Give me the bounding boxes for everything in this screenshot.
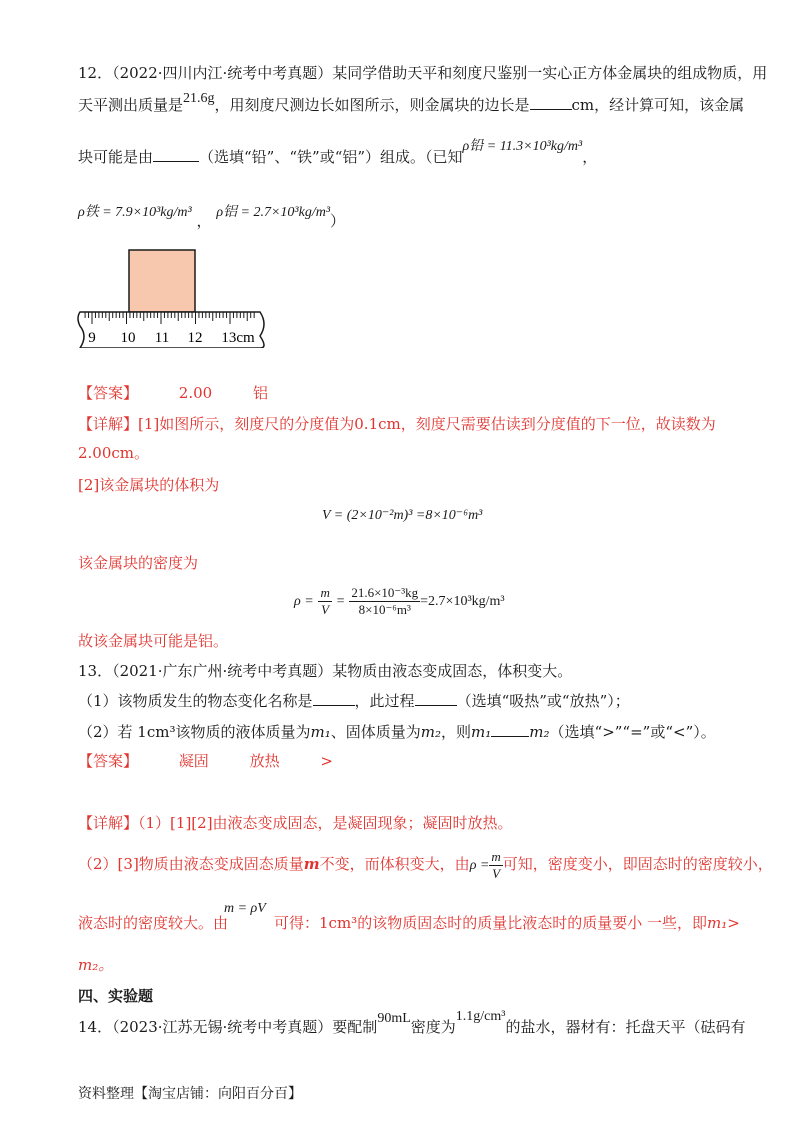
q14-density: 1.1g/cm³ <box>455 1009 506 1024</box>
a12-density-frac-values <box>349 585 420 618</box>
q12-rho-lead: ρ铅 = 11.3×10³kg/m³ <box>462 139 583 154</box>
q14-line-1a: 14．（2023·江苏无锡·统考中考真题）要配制 <box>78 1018 378 1036</box>
a13-detail-2a: （2）[3]物质由液态变成固态质量 <box>78 855 304 873</box>
a13-detail-line-2 <box>78 846 773 884</box>
a13-formula-mrv: m = ρV <box>224 901 266 916</box>
q12-blank-material[interactable] <box>153 147 199 162</box>
q13-sub-2b: 、固体质量为 <box>330 723 421 741</box>
ruler-label-11: 11 <box>154 330 170 346</box>
a12-density-lhs: ρ = <box>294 594 314 609</box>
a13-answer-2: 放热 <box>249 752 280 770</box>
q12-line-2c: cm，经计算可知，该金属 <box>571 96 745 114</box>
metal-block <box>129 250 195 312</box>
q12-line-3-end: ， <box>582 148 598 166</box>
a12-frac-m: m <box>320 584 330 600</box>
q13-blank-compare[interactable] <box>491 722 529 737</box>
a12-frac-den: 8×10⁻⁶m³ <box>358 601 411 617</box>
ruler-figure <box>74 248 274 348</box>
q12-rho-al: ρ铝 = 2.7×10³kg/m³ <box>216 205 331 220</box>
q13-blank-heat[interactable] <box>415 691 457 706</box>
q14-volume: 90mL <box>377 1011 411 1026</box>
a13-frac-v: V <box>492 865 501 881</box>
q13-sub-1c: （选填“吸热”或“放热”）； <box>456 692 630 710</box>
a12-density-frac-mv <box>318 585 331 618</box>
ruler-label-13cm: 13cm <box>221 330 255 346</box>
q12-line-4 <box>78 200 346 230</box>
q14-line-1 <box>78 1009 746 1040</box>
q13-sub-2a: （2）若 1cm³该物质的液体质量为 <box>78 723 311 741</box>
q12-mass: 21.6g <box>183 91 215 106</box>
q13-sub-1 <box>78 690 630 712</box>
a12-formula-volume: V = (2×10⁻²m)³ =8×10⁻⁶m³ <box>322 508 483 523</box>
a12-formula-density <box>294 582 505 620</box>
q14-line-1c: 的盐水，器材有：托盘天平（砝码有 <box>505 1018 746 1036</box>
a12-detail-1: [1]如图所示，刻度尺的分度值为0.1cm，刻度尺需要估读到分度值的下一位，故读数为 <box>138 415 716 433</box>
a12-equals: = <box>336 594 345 609</box>
q14-line-1b: 密度为 <box>410 1018 456 1036</box>
a12-answer-1: 2.00 <box>178 384 213 402</box>
q13-m1: m₁ <box>310 723 331 741</box>
q13-m2: m₂ <box>420 723 442 741</box>
a12-density-rhs: =2.7×10³kg/m³ <box>420 594 505 609</box>
q13-sub-1b: ，此过程 <box>354 692 415 710</box>
a12-detail-line-3: 该金属块的密度为 <box>78 554 199 572</box>
q12-line-2b: ，用刻度尺测边长如图所示，则金属块的边长是 <box>214 96 530 114</box>
ruler-label-10: 10 <box>120 330 136 346</box>
q12-close-paren: ） <box>330 212 346 230</box>
q12-separator: ， <box>196 212 212 230</box>
a13-answer-tag: 【答案】 <box>78 752 139 770</box>
a13-detail-line-3 <box>78 912 740 934</box>
q13-line-1: 13．（2021·广东广州·统考中考真题）某物质由液态变成固态，体积变大。 <box>78 662 573 680</box>
ruler-label-9: 9 <box>88 330 96 346</box>
a13-detail-tag: 【详解】 <box>78 814 139 832</box>
q13-sub-1a: （1）该物质发生的物态变化名称是 <box>78 692 313 710</box>
a12-detail-line-1b: 2.00cm。 <box>78 444 150 462</box>
q13-sub-2c: ，则 <box>441 723 472 741</box>
q12-blank-length[interactable] <box>530 95 572 110</box>
section-4-title: 四、实验题 <box>78 987 154 1005</box>
a13-detail-1: （1）[1][2]由液态变成固态，是凝固现象；凝固时放热。 <box>138 814 513 832</box>
a12-frac-num: 21.6×10⁻³kg <box>351 584 419 600</box>
a13-rho-eq: ρ = <box>469 858 490 873</box>
a13-detail-line-1 <box>78 812 513 834</box>
a12-answer-tag: 【答案】 <box>78 384 139 402</box>
q12-line-2a: 天平测出质量是 <box>78 96 184 114</box>
q12-rho-iron: ρ铁 = 7.9×10³kg/m³ <box>78 205 192 220</box>
a13-frac-m: m <box>491 848 501 864</box>
q12-line-2 <box>78 91 745 118</box>
a13-detail-2m: m <box>303 855 320 873</box>
q12-line-1: 12．（2022·四川内江·统考中考真题）某同学借助天平和刻度尺鉴别一实心正方体金属块的组成物质，用 <box>78 64 768 82</box>
a13-detail-2b: 不变，而体积变大，由 <box>319 855 470 873</box>
q13-sub-2 <box>78 721 716 743</box>
a12-answer-2: 铝 <box>252 384 268 402</box>
a12-answer-line <box>78 382 268 404</box>
a12-detail-tag: 【详解】 <box>78 415 139 433</box>
q13-m1-compare: m₁ <box>471 723 492 741</box>
a13-detail-3a: 液态时的密度较大。由 <box>78 914 229 932</box>
a13-detail-3c: m₁> <box>706 914 740 932</box>
q12-line-3 <box>78 139 598 170</box>
q12-line-3b: （选填“铅”、“铁”或“铝”）组成。（已知 <box>199 148 463 166</box>
a13-answer-1: 凝固 <box>178 752 209 770</box>
a13-answer-line <box>78 750 333 772</box>
a13-detail-3b: 可得：1cm³的该物质固态时的质量比液态时的质量要小 一些，即 <box>274 914 707 932</box>
q13-m2-compare: m₂ <box>529 723 550 741</box>
a12-detail-line-4: 故该金属块可能是铝。 <box>78 632 229 650</box>
a12-detail-line-1 <box>78 413 716 435</box>
a13-detail-line-4: m₂。 <box>78 956 114 974</box>
a13-answer-3: > <box>320 752 333 770</box>
a12-frac-v: V <box>321 601 330 617</box>
a13-frac-mv <box>489 849 502 882</box>
q13-sub-2d: （选填“>”“=”或“<”）。 <box>549 723 716 741</box>
ruler-label-12: 12 <box>187 330 203 346</box>
q13-blank-change[interactable] <box>313 691 355 706</box>
a12-detail-line-2: [2]该金属块的体积为 <box>78 476 220 494</box>
q12-line-3a: 块可能是由 <box>78 148 154 166</box>
page-footer: 资料整理【淘宝店铺：向阳百分百】 <box>78 1086 302 1102</box>
a13-detail-2c: 可知，密度变小，即固态时的密度较小， <box>502 855 773 873</box>
